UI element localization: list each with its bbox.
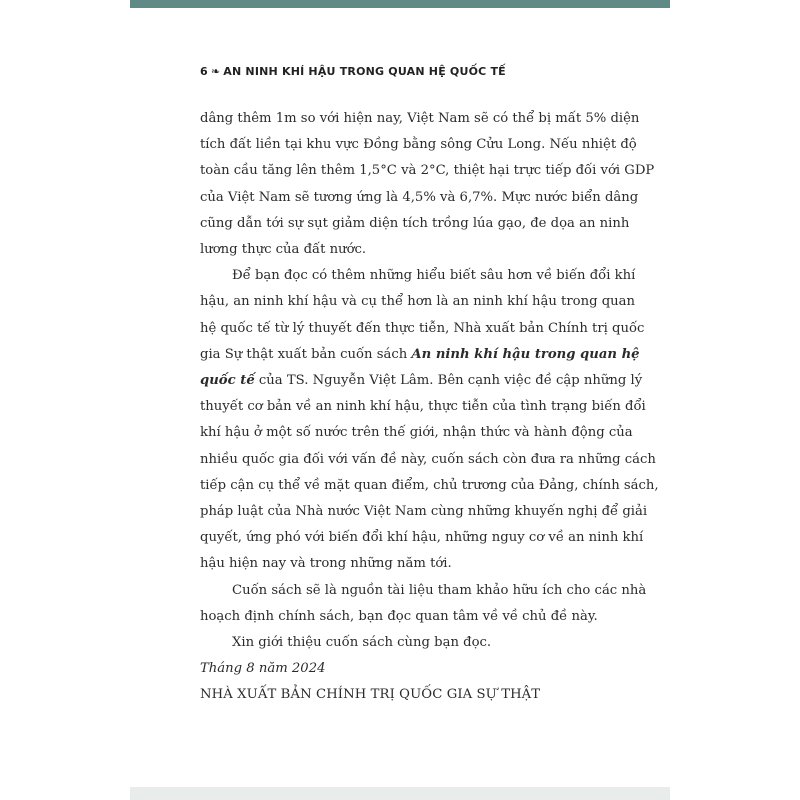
signoff-publisher: NHÀ XUẤT BẢN CHÍNH TRỊ QUỐC GIA SỰ THẬT xyxy=(200,687,541,703)
running-head xyxy=(200,65,506,78)
running-head-title: AN NINH KHÍ HẬU TRONG QUAN HỆ QUỐC TẾ xyxy=(223,65,506,78)
text-line: cũng dẫn tới sự sụt giảm diện tích trồng lúa gạo, đe dọa an ninh xyxy=(200,215,630,231)
text-line: lương thực của đất nước. xyxy=(200,242,367,258)
text-line: nhiều quốc gia đối với vấn đề này, cuốn sách còn đưa ra những cách xyxy=(200,451,656,467)
text-line: của Việt Nam sẽ tương ứng là 4,5% và 6,7%. Mực nước biển dâng xyxy=(200,189,639,205)
page-number: 6 xyxy=(200,65,208,78)
text-line: Xin giới thiệu cuốn sách cùng bạn đọc. xyxy=(232,635,492,651)
body-text xyxy=(200,106,659,709)
text-line xyxy=(200,342,640,368)
text-line: toàn cầu tăng lên thêm 1,5°C và 2°C, thiệt hại trực tiếp đối với GDP xyxy=(200,163,655,179)
book-title-part-1: An ninh khí hậu trong quan hệ xyxy=(411,346,640,362)
text-line: hệ quốc tế từ lý thuyết đến thực tiễn, Nhà xuất bản Chính trị quốc xyxy=(200,320,645,336)
text-line: hoạch định chính sách, bạn đọc quan tâm về về chủ đề này. xyxy=(200,608,598,624)
text-line: quyết, ứng phó với biến đổi khí hậu, những nguy cơ về an ninh khí xyxy=(200,530,644,546)
text-line: tiếp cận cụ thể về mặt quan điểm, chủ trương của Đảng, chính sách, xyxy=(200,477,659,493)
leaf-ornament-icon: ❧ xyxy=(210,65,221,78)
paragraph-3 xyxy=(200,578,647,630)
text-line: hậu hiện nay và trong những năm tới. xyxy=(200,556,452,572)
text-line: Để bạn đọc có thêm những hiểu biết sâu hơn về biến đổi khí xyxy=(232,268,636,284)
text-line: pháp luật của Nhà nước Việt Nam cùng những khuyến nghị để giải xyxy=(200,504,648,520)
top-color-band xyxy=(130,0,670,8)
text-line: dâng thêm 1m so với hiện nay, Việt Nam sẽ có thể bị mất 5% diện xyxy=(200,111,640,126)
paragraph-4 xyxy=(200,630,602,656)
text-run: của TS. Nguyễn Việt Lâm. Bên cạnh việc đề cập những lý xyxy=(254,373,643,389)
book-page xyxy=(130,8,670,787)
text-line xyxy=(200,368,643,394)
paragraph-2 xyxy=(200,263,659,577)
text-line: Cuốn sách sẽ là nguồn tài liệu tham khảo hữu ích cho các nhà xyxy=(232,582,647,598)
text-line: thuyết cơ bản về an ninh khí hậu, thực tiễn của tình trạng biến đổi xyxy=(200,399,646,415)
text-line: hậu, an ninh khí hậu và cụ thể hơn là an ninh khí hậu trong quan xyxy=(200,294,636,310)
text-run: gia Sự thật xuất bản cuốn sách xyxy=(200,346,412,362)
signoff-date: Tháng 8 năm 2024 xyxy=(200,661,326,677)
text-line: tích đất liền tại khu vực Đồng bằng sông Cửu Long. Nếu nhiệt độ xyxy=(200,137,637,153)
bottom-gray-band xyxy=(130,787,670,800)
paragraph-1 xyxy=(200,106,655,263)
text-line: khí hậu ở một số nước trên thế giới, nhận thức và hành động của xyxy=(200,425,633,441)
book-title-part-2: quốc tế xyxy=(200,373,255,389)
